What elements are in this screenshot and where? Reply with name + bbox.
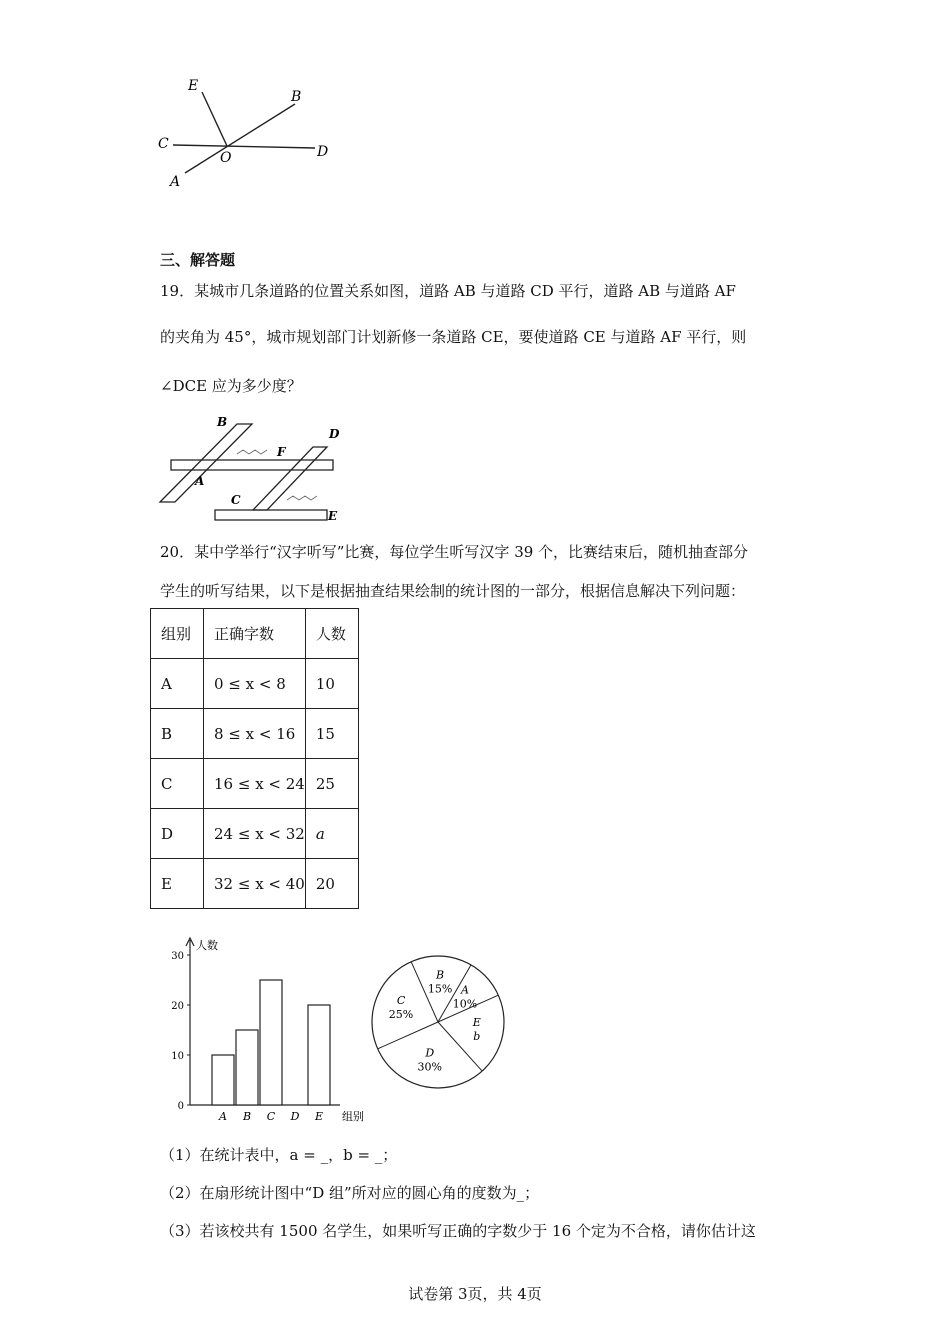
x-axis-label: 组别 [342, 1110, 364, 1123]
y-tick-label: 20 [171, 1001, 184, 1012]
x-tick-label: C [266, 1110, 276, 1123]
road-label-d: D [329, 427, 340, 441]
label-o: O [220, 150, 232, 166]
slice-value-A: 10% [452, 997, 478, 1011]
cell-count: 15 [305, 709, 358, 759]
table-header-row [151, 609, 359, 659]
stats-table [150, 608, 359, 909]
angle-figure [150, 70, 350, 200]
road-label-b: B [217, 415, 228, 429]
bar-C [260, 980, 282, 1105]
cell-range: 16 ≤ x < 24 [204, 759, 306, 809]
label-c: C [158, 136, 169, 152]
page-footer: 试卷第 3页，共 4页 [408, 1285, 542, 1303]
road-label-a: A [195, 474, 205, 488]
line-oe [202, 92, 227, 146]
y-tick-label: 0 [177, 1101, 184, 1112]
q20-line1: 20．某中学举行“汉字听写”比赛，每位学生听写汉字 39 个，比赛结束后，随机抽查部分 [160, 543, 749, 561]
road-ab [160, 424, 252, 502]
slice-value-B: 15% [427, 982, 453, 996]
cell-count: 25 [305, 759, 358, 809]
x-tick-label: A [219, 1110, 227, 1123]
cell-count: 20 [305, 859, 358, 909]
road-label-c: C [231, 493, 241, 507]
cell-range: 24 ≤ x < 32 [204, 809, 306, 859]
y-tick-label: 10 [171, 1051, 184, 1062]
y-axis-label: 人数 [196, 939, 218, 952]
header-range: 正确字数 [204, 609, 306, 659]
cell-group: D [151, 809, 204, 859]
header-count: 人数 [305, 609, 358, 659]
x-tick-label: E [314, 1110, 324, 1123]
label-d: D [317, 144, 329, 160]
road-ce [215, 510, 327, 520]
line-ab [185, 104, 295, 173]
cell-group: A [151, 659, 204, 709]
table-row [151, 759, 359, 809]
q19-line2: 的夹角为 45°，城市规划部门计划新修一条道路 CE，要使道路 CE 与道路 AF 平行，则 [160, 328, 747, 346]
q20-line2: 学生的听写结果，以下是根据抽查结果绘制的统计图的一部分，根据信息解决下列问题： [160, 582, 746, 600]
label-e: E [188, 78, 199, 94]
table-row [151, 809, 359, 859]
y-tick-label: 30 [171, 951, 184, 962]
x-tick-label: D [290, 1110, 300, 1123]
bar-B [236, 1030, 258, 1105]
cell-range: 8 ≤ x < 16 [204, 709, 306, 759]
slice-value-C: 25% [388, 1007, 414, 1021]
label-b: B [291, 89, 302, 105]
road-label-f: F [277, 445, 286, 459]
q20-sub2: （2）在扇形统计图中“D 组”所对应的圆心角的度数为_； [160, 1184, 540, 1202]
road-cd [171, 460, 333, 470]
cell-range: 32 ≤ x < 40 [204, 859, 306, 909]
bar-chart [160, 925, 370, 1125]
pie-chart [370, 945, 510, 1095]
table-row [151, 659, 359, 709]
slice-label-C: C [396, 993, 406, 1007]
roads-figure [155, 412, 355, 527]
x-tick-label: B [242, 1110, 252, 1123]
table-row [151, 859, 359, 909]
slice-value-D: 30% [417, 1060, 442, 1074]
section-title: 三、解答题 [160, 251, 236, 269]
slice-label-D: D [425, 1046, 435, 1060]
cell-group: E [151, 859, 204, 909]
cell-group: B [151, 709, 204, 759]
slice-label-A: A [460, 983, 469, 997]
bar-A [212, 1055, 234, 1105]
q20-sub1: （1）在统计表中，a = _，b = _； [160, 1146, 398, 1164]
slice-value-E: b [473, 1030, 481, 1044]
line-cd [173, 145, 315, 148]
cell-range: 0 ≤ x < 8 [204, 659, 306, 709]
cell-count: 10 [305, 659, 358, 709]
table-row [151, 709, 359, 759]
cell-group: C [151, 759, 204, 809]
cell-count: a [305, 809, 358, 859]
bar-E [308, 1005, 330, 1105]
q20-sub3: （3）若该校共有 1500 名学生，如果听写正确的字数少于 16 个定为不合格，请你估计这 [160, 1222, 756, 1240]
road-label-e: E [328, 509, 338, 523]
label-a: A [170, 174, 181, 190]
q19-line3: ∠DCE 应为多少度？ [160, 377, 302, 395]
header-group: 组别 [151, 609, 204, 659]
q19-line1: 19．某城市几条道路的位置关系如图，道路 AB 与道路 CD 平行，道路 AB 与道路 AF [160, 282, 736, 300]
slice-label-E: E [472, 1016, 481, 1030]
slice-label-B: B [436, 968, 445, 982]
road-af [253, 447, 327, 510]
